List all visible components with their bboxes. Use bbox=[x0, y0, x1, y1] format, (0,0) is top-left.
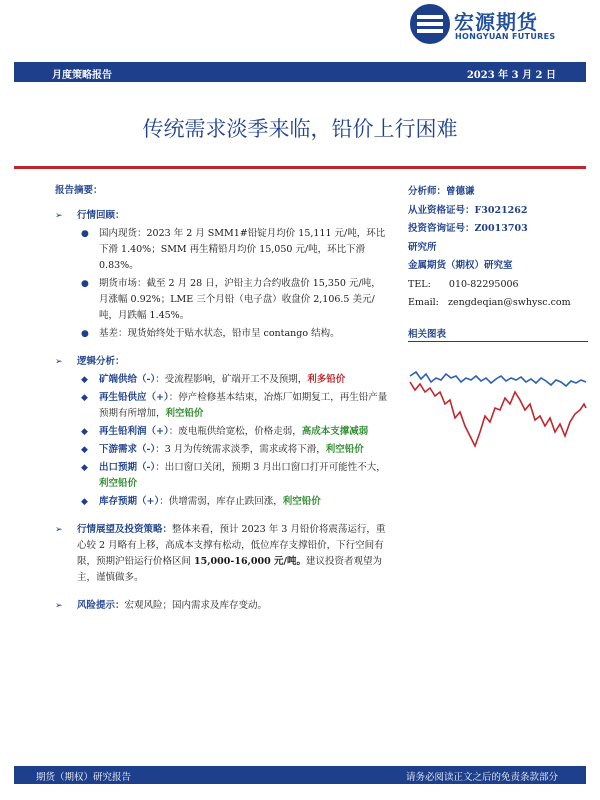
list-item-text: 期货市场：截至 2 月 28 日，沪铅主力合约收盘价 15,350 元/吨，月涨幅 0.92%；LME 三个月铅（电子盘）收盘价 2,106.5 美元/吨，月跌幅 1.45%。 bbox=[99, 278, 381, 321]
arrow-icon: ➢ bbox=[55, 357, 63, 367]
report-date: 2023 年 3 月 2 日 bbox=[466, 70, 556, 81]
tel-row bbox=[408, 276, 588, 295]
tel-value: 010-82295006 bbox=[448, 278, 519, 290]
email-value: zengdeqian@swhysc.com bbox=[447, 297, 571, 308]
report-type: 月度策略报告 bbox=[52, 70, 112, 81]
section-title: 逻辑分析： bbox=[77, 356, 125, 367]
license-number: 从业资格证号：F3021262 bbox=[408, 204, 528, 216]
summary-column bbox=[55, 183, 390, 620]
bullet-icon: ◆ bbox=[81, 375, 88, 385]
institute: 研究所 bbox=[408, 241, 437, 253]
section-review bbox=[55, 208, 390, 342]
company-logo bbox=[410, 4, 585, 48]
logo-chinese-name: 宏源期货 bbox=[454, 10, 538, 34]
factor-impact: 利空铅价 bbox=[282, 496, 321, 507]
bullet-icon: ● bbox=[81, 279, 89, 289]
outlook-advice: 建议投资者观望为主，谨慎做多。 bbox=[77, 556, 382, 583]
factor-label: 下游需求（-） bbox=[99, 444, 156, 455]
factor-impact: 利空铅价 bbox=[325, 444, 364, 455]
bullet-icon: ◆ bbox=[81, 393, 88, 403]
factor-impact: 高成本支撑减弱 bbox=[301, 426, 369, 437]
analyst-info bbox=[408, 183, 588, 313]
related-chart bbox=[408, 352, 588, 462]
factor-impact: 利多铅价 bbox=[307, 374, 346, 385]
bullet-icon: ◆ bbox=[81, 497, 88, 507]
bullet-icon: ● bbox=[81, 329, 89, 339]
title-divider bbox=[14, 166, 586, 169]
factor-impact: 利空铅价 bbox=[99, 478, 138, 489]
section-outlook bbox=[55, 522, 390, 586]
analyst-name: 分析师：曾德谦 bbox=[408, 186, 475, 197]
list-item-text: 基差：现货始终处于贴水状态，铅市呈 contango 结构。 bbox=[99, 328, 340, 339]
list-item bbox=[77, 442, 390, 458]
factor-impact: 利空铅价 bbox=[165, 408, 204, 419]
arrow-icon: ➢ bbox=[55, 601, 63, 611]
footer-bar bbox=[14, 766, 586, 784]
list-item bbox=[77, 460, 390, 492]
footer-left: 期货（期权）研究报告 bbox=[36, 772, 132, 783]
factor-text: ：出口窗口关闭，预期 3 月出口窗口打开可能性不大， bbox=[155, 462, 386, 473]
report-title: 传统需求淡季来临，铅价上行困难 bbox=[142, 117, 458, 141]
list-item bbox=[77, 390, 390, 422]
factor-text: ：供增需弱，库存止跌回涨， bbox=[159, 496, 283, 507]
factor-text: ：停产检修基本结束，冶炼厂如期复工，再生铅产量预期有所增加， bbox=[99, 392, 388, 419]
email-label: Email: bbox=[408, 297, 439, 308]
logo-english-name: HONGYUAN FUTURES bbox=[455, 32, 556, 41]
outlook-text: 整体来看，预计 2023 年 3 月铅价将震荡运行，重心较 2 月略有上移，高成本支撑有松动，低位库存支撑铅价，下行空间有限，预期沪铅运行价格区间 bbox=[77, 524, 386, 567]
list-item bbox=[77, 326, 390, 342]
list-item bbox=[77, 424, 390, 440]
factor-text: ：废电瓶供给宽松，价格走弱， bbox=[168, 426, 302, 437]
list-item bbox=[77, 226, 390, 274]
arrow-icon: ➢ bbox=[55, 211, 63, 221]
header-bar bbox=[14, 62, 586, 82]
factor-label: 再生铅利润（+） bbox=[99, 426, 169, 437]
bullet-icon: ◆ bbox=[81, 427, 88, 437]
list-item bbox=[77, 276, 390, 324]
factor-label: 矿端供给（-） bbox=[99, 374, 156, 385]
tel-label: TEL: bbox=[408, 278, 431, 290]
factor-label: 出口预期（-） bbox=[99, 462, 156, 473]
summary-heading: 报告摘要： bbox=[55, 185, 103, 196]
bullet-icon: ● bbox=[81, 229, 89, 239]
chart-line-red bbox=[410, 382, 586, 446]
section-logic bbox=[55, 354, 390, 510]
factor-label: 再生铅供应（+） bbox=[99, 392, 169, 403]
risk-text: 宏观风险；国内需求及库存变动。 bbox=[124, 600, 268, 611]
section-title: 风险提示： bbox=[77, 600, 125, 611]
footer-disclaimer: 请务必阅读正文之后的免责条款部分 bbox=[405, 772, 558, 783]
section-title: 行情回顾： bbox=[77, 210, 125, 221]
factor-text: ：3 月为传统需求淡季，需求或将下滑， bbox=[155, 444, 326, 455]
bullet-icon: ◆ bbox=[81, 463, 88, 473]
email-row bbox=[408, 294, 588, 313]
department: 金属期货（期权）研究室 bbox=[408, 260, 513, 271]
chart-line-blue bbox=[410, 372, 586, 386]
bullet-icon: ◆ bbox=[81, 445, 88, 455]
section-risk bbox=[55, 598, 390, 614]
arrow-icon: ➢ bbox=[55, 525, 63, 535]
list-item bbox=[77, 494, 390, 510]
logo-emblem-icon bbox=[410, 4, 450, 44]
list-item bbox=[77, 372, 390, 388]
list-item-text: 国内现货：2023 年 2 月 SMM1#铅锭月均价 15,111 元/吨，环比下滑 1.40%；SMM 再生精铅月均价 15,050 元/吨，环比下滑 0.83%。 bbox=[99, 228, 386, 271]
price-range: 15,000-16,000 元/吨。 bbox=[194, 556, 306, 567]
related-divider bbox=[408, 341, 588, 342]
section-title: 行情展望及投资策略： bbox=[77, 524, 173, 535]
advisory-number: 投资咨询证号：Z0013703 bbox=[408, 223, 528, 234]
factor-text: ：受流程影响，矿端开工不及预期， bbox=[155, 374, 308, 385]
related-charts-heading: 相关图表 bbox=[408, 329, 447, 340]
factor-label: 库存预期（+） bbox=[99, 496, 160, 507]
